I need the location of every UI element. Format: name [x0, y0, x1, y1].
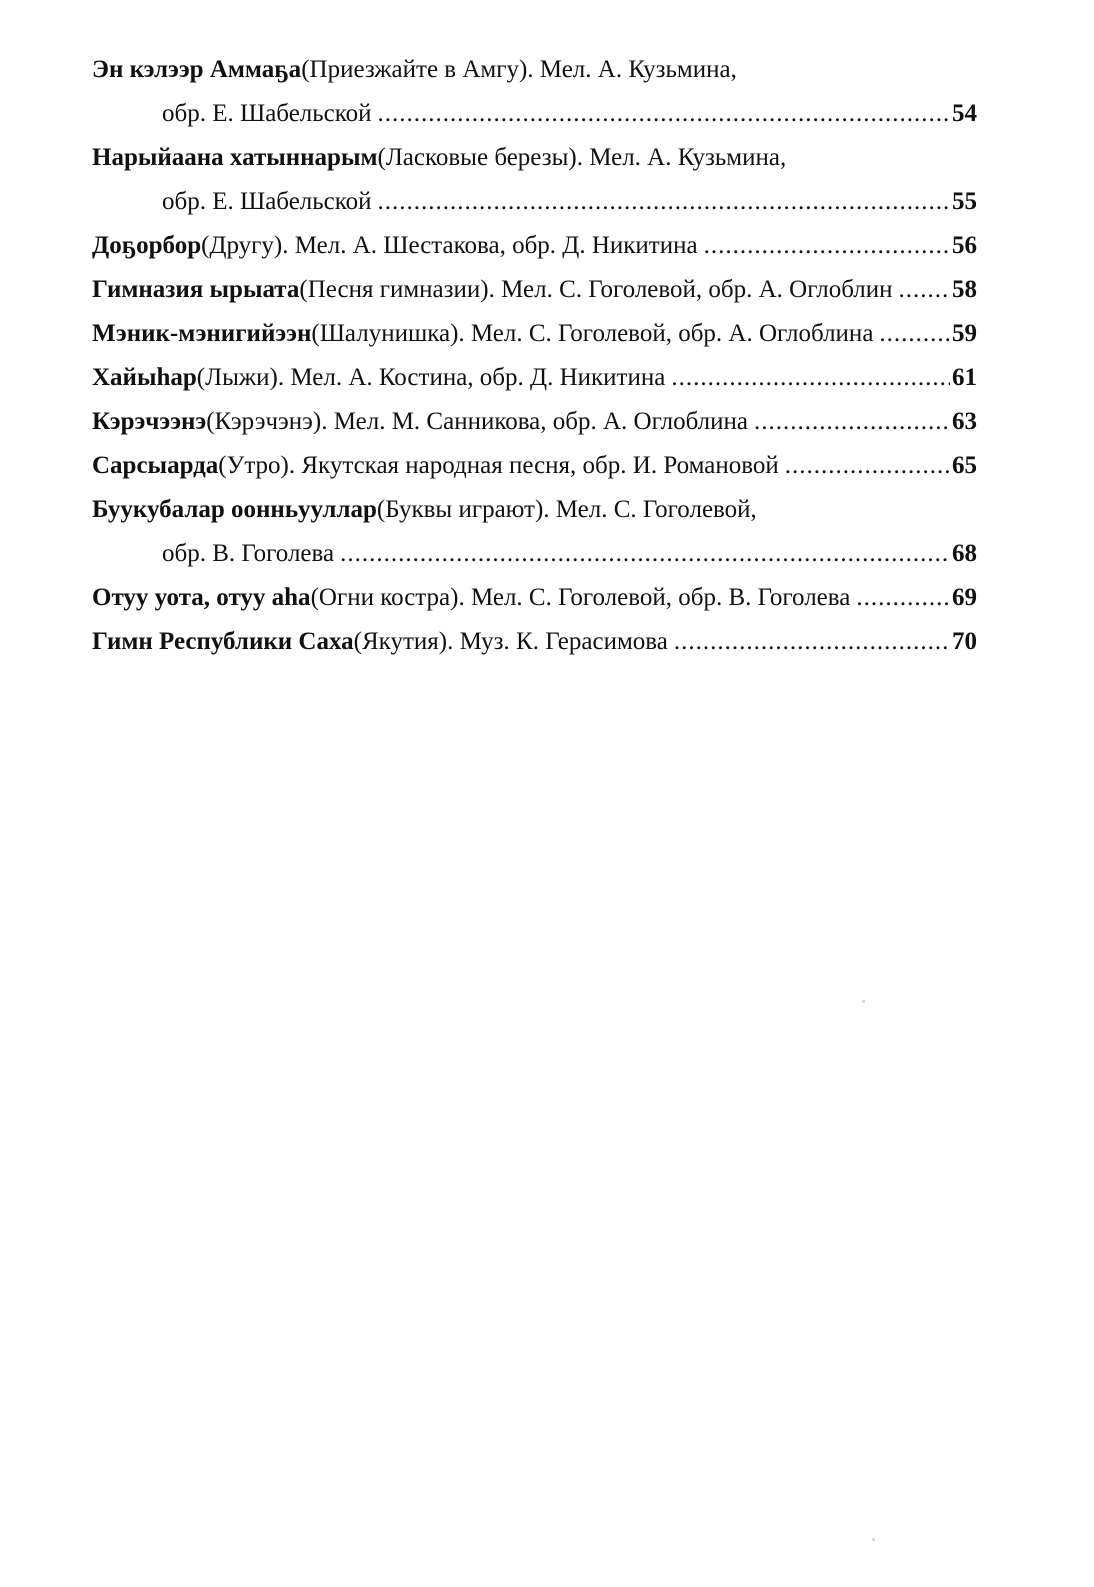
toc-entry [92, 620, 977, 664]
dot-leader [378, 180, 950, 224]
toc-entry-continuation [92, 180, 977, 224]
toc-entry [92, 488, 977, 532]
song-title: Нарыйаана хатыннарым [92, 144, 378, 171]
dot-leader [754, 400, 950, 444]
page-number: 61 [952, 364, 977, 391]
song-title: Отуу уота, отуу аһа [92, 584, 311, 611]
dot-leader [879, 312, 950, 356]
page-number: 58 [952, 276, 977, 303]
toc-entry [92, 444, 977, 488]
dot-leader [785, 444, 950, 488]
page-number: 59 [952, 320, 977, 347]
song-credits: (Кэрэчэнэ). Мел. М. Санникова, обр. А. Оглоблина [206, 408, 748, 435]
toc-entry-continuation [92, 532, 977, 576]
song-credits: (Приезжайте в Амгу). Мел. А. Кузьмина, [301, 56, 737, 83]
dot-leader [704, 224, 950, 268]
song-title: Гимн Республики Саха [92, 628, 354, 655]
song-credits: (Буквы играют). Мел. С. Гоголевой, [376, 496, 757, 523]
song-title: Кэрэчээнэ [92, 408, 207, 435]
song-title: Гимназия ырыата [92, 276, 300, 303]
arranger-credit: обр. В. Гоголева [162, 540, 335, 567]
page-number: 55 [952, 188, 977, 215]
table-of-contents [92, 48, 977, 664]
page-number: 56 [952, 232, 977, 259]
song-title: Сарсыарда [92, 452, 219, 479]
toc-entry [92, 576, 977, 620]
dot-leader [674, 620, 950, 664]
page-number: 68 [952, 540, 977, 567]
toc-entry [92, 268, 977, 312]
page-number: 69 [952, 584, 977, 611]
dot-leader [856, 576, 950, 620]
toc-entry [92, 400, 977, 444]
page-number: 63 [952, 408, 977, 435]
dot-leader [378, 92, 950, 136]
toc-entry [92, 312, 977, 356]
dot-leader [899, 268, 950, 312]
song-credits: (Лыжи). Мел. А. Костина, обр. Д. Никитина [196, 364, 666, 391]
song-title: Мэник-мэнигийээн [92, 320, 312, 347]
arranger-credit: обр. Е. Шабельской [162, 100, 372, 127]
song-title: Хайыһар [92, 364, 197, 391]
toc-entry [92, 224, 977, 268]
song-credits: (Якутия). Муз. К. Герасимова [353, 628, 668, 655]
song-credits: (Огни костра). Мел. С. Гоголевой, обр. В. Гоголева [310, 584, 851, 611]
dot-leader [340, 532, 950, 576]
page-number: 65 [952, 452, 977, 479]
toc-entry-continuation [92, 92, 977, 136]
page-number: 54 [952, 100, 977, 127]
scan-speck [872, 1538, 875, 1541]
toc-entry [92, 136, 977, 180]
song-title: Доҕорбор [92, 232, 202, 259]
song-credits: (Утро). Якутская народная песня, обр. И. Романовой [218, 452, 779, 479]
song-credits: (Другу). Мел. А. Шестакова, обр. Д. Никитина [201, 232, 698, 259]
song-credits: (Ласковые березы). Мел. А. Кузьмина, [377, 144, 787, 171]
toc-entry [92, 48, 977, 92]
arranger-credit: обр. Е. Шабельской [162, 188, 372, 215]
dot-leader [671, 356, 950, 400]
page-number: 70 [952, 628, 977, 655]
song-title: Буукубалар оонньууллар [92, 496, 377, 523]
song-title: Эн кэлээр Аммаҕа [92, 56, 302, 83]
song-credits: (Шалунишка). Мел. С. Гоголевой, обр. А. Оглоблина [311, 320, 874, 347]
song-credits: (Песня гимназии). Мел. С. Гоголевой, обр. А. Оглоблин [299, 276, 893, 303]
toc-entry [92, 356, 977, 400]
scan-speck [862, 1000, 865, 1003]
